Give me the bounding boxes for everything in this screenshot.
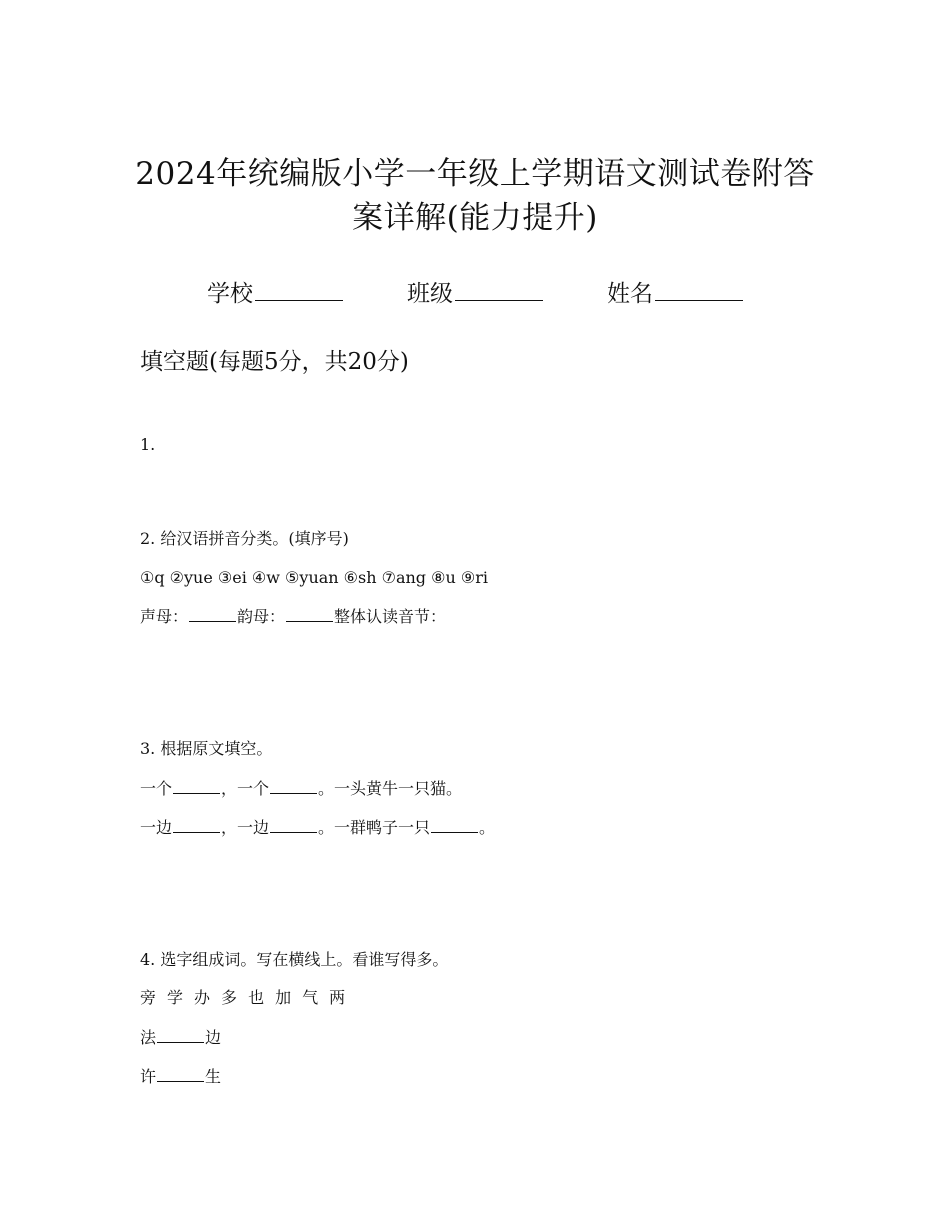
char-option: 气	[302, 988, 319, 1007]
whole-syllables-label: 整体认读音节：	[334, 607, 447, 626]
student-info-row	[0, 275, 950, 315]
finals-blank[interactable]	[286, 605, 333, 622]
char-option: 也	[248, 988, 265, 1007]
question-2-options: ①q ②yue ③ei ④w ⑤yuan ⑥sh ⑦ang ⑧u ⑨ri	[140, 568, 488, 587]
class-blank[interactable]	[455, 276, 543, 301]
q3-l1-blank-2[interactable]	[270, 777, 317, 794]
exam-title-line2: 案详解(能力提升)	[352, 200, 598, 236]
q3-l1-text-b: ，一个	[221, 779, 270, 798]
q3-l2-blank-2[interactable]	[270, 816, 317, 833]
q4-row2-blank[interactable]	[157, 1065, 204, 1082]
q3-l2-blank-3[interactable]	[431, 816, 478, 833]
name-blank[interactable]	[655, 276, 743, 301]
char-option: 加	[275, 988, 292, 1007]
school-blank[interactable]	[255, 276, 343, 301]
exam-title-line1: 2024年统编版小学一年级上学期语文测试卷附答	[135, 156, 815, 192]
question-4-row-2	[140, 1065, 221, 1088]
question-1-number: 1.	[140, 435, 156, 454]
question-2-prompt: 2. 给汉语拼音分类。(填序号)	[140, 529, 349, 548]
q3-l1-text-c: 。一头黄牛一只猫。	[318, 779, 463, 798]
question-2-answer-line	[140, 605, 446, 628]
q3-l2-text-d: 。	[479, 818, 496, 837]
char-option: 旁	[140, 988, 157, 1007]
q4-row1-blank[interactable]	[157, 1026, 204, 1043]
question-3-line-2	[140, 816, 495, 839]
question-4-char-options	[140, 987, 356, 1009]
name-label: 姓名	[607, 281, 653, 307]
name-field	[607, 275, 743, 308]
char-option: 办	[194, 988, 211, 1007]
q3-l2-text-c: 。一群鸭子一只	[318, 818, 431, 837]
char-option: 多	[221, 988, 238, 1007]
q4-row1-left: 法	[140, 1028, 157, 1047]
initials-blank[interactable]	[189, 605, 236, 622]
section-title: 填空题(每题5分，共20分)	[140, 349, 409, 375]
q3-l1-blank-1[interactable]	[173, 777, 220, 794]
question-4-row-1	[140, 1026, 221, 1049]
question-4-prompt: 4. 选字组成词。写在横线上。看谁写得多。	[140, 950, 449, 969]
q4-row2-right: 生	[205, 1067, 222, 1086]
initials-label: 声母：	[140, 607, 189, 626]
char-option: 学	[167, 988, 184, 1007]
q4-row2-left: 许	[140, 1067, 157, 1086]
char-option: 两	[329, 988, 346, 1007]
class-label: 班级	[407, 281, 453, 307]
q3-l1-text-a: 一个	[140, 779, 173, 798]
q3-l2-blank-1[interactable]	[173, 816, 220, 833]
q4-row1-right: 边	[205, 1028, 222, 1047]
class-field	[407, 275, 543, 308]
question-3-prompt: 3. 根据原文填空。	[140, 739, 273, 758]
finals-label: 韵母：	[237, 607, 286, 626]
school-field	[207, 275, 343, 308]
q3-l2-text-a: 一边	[140, 818, 173, 837]
q3-l2-text-b: ，一边	[221, 818, 270, 837]
question-3-line-1	[140, 777, 462, 800]
school-label: 学校	[207, 281, 253, 307]
